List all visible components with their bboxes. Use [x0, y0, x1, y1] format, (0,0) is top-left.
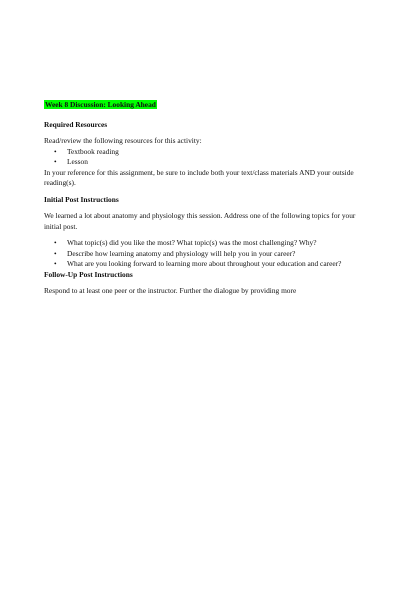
topic-item — [44, 238, 364, 249]
document-title: Week 8 Discussion: Looking Ahead — [45, 100, 156, 109]
topic-item — [44, 259, 364, 270]
follow-up-heading: Follow-Up Post Instructions — [44, 269, 133, 279]
resource-item-textbook — [44, 147, 364, 158]
topic-text: What topic(s) did you like the most? What topic(s) was the most challenging? Why? — [67, 238, 317, 247]
title-block — [44, 100, 364, 111]
resource-label: Lesson — [67, 157, 88, 166]
required-resources-heading: Required Resources — [44, 119, 108, 129]
initial-post-heading: Initial Post Instructions — [44, 194, 119, 204]
resource-item-lesson — [44, 157, 364, 168]
topics-list — [44, 238, 364, 270]
bullet-icon: • — [54, 259, 57, 268]
resources-intro: Read/review the following resources for this activity: — [44, 136, 202, 145]
document-content — [44, 100, 364, 303]
initial-post-intro: We learned a lot about anatomy and physiology this session. Address one of the following topics for your initial post. — [44, 211, 356, 231]
resources-list — [44, 147, 364, 168]
bullet-icon: • — [54, 146, 57, 156]
topic-text: Describe how learning anatomy and physiology will help you in your career? — [67, 248, 296, 258]
follow-up-text: Respond to at least one peer or the instructor. Further the dialogue by providing more — [44, 286, 297, 295]
topic-text: What are you looking forward to learning more about throughout your education and career? — [67, 259, 342, 268]
bullet-icon: • — [54, 248, 57, 258]
resource-label: Textbook reading — [67, 146, 119, 156]
bullet-icon: • — [54, 157, 57, 166]
topic-item — [44, 249, 364, 260]
bullet-icon: • — [54, 238, 57, 247]
reference-note: In your reference for this assignment, be sure to include both your text/class materials AND your outside reading(s). — [44, 167, 354, 187]
